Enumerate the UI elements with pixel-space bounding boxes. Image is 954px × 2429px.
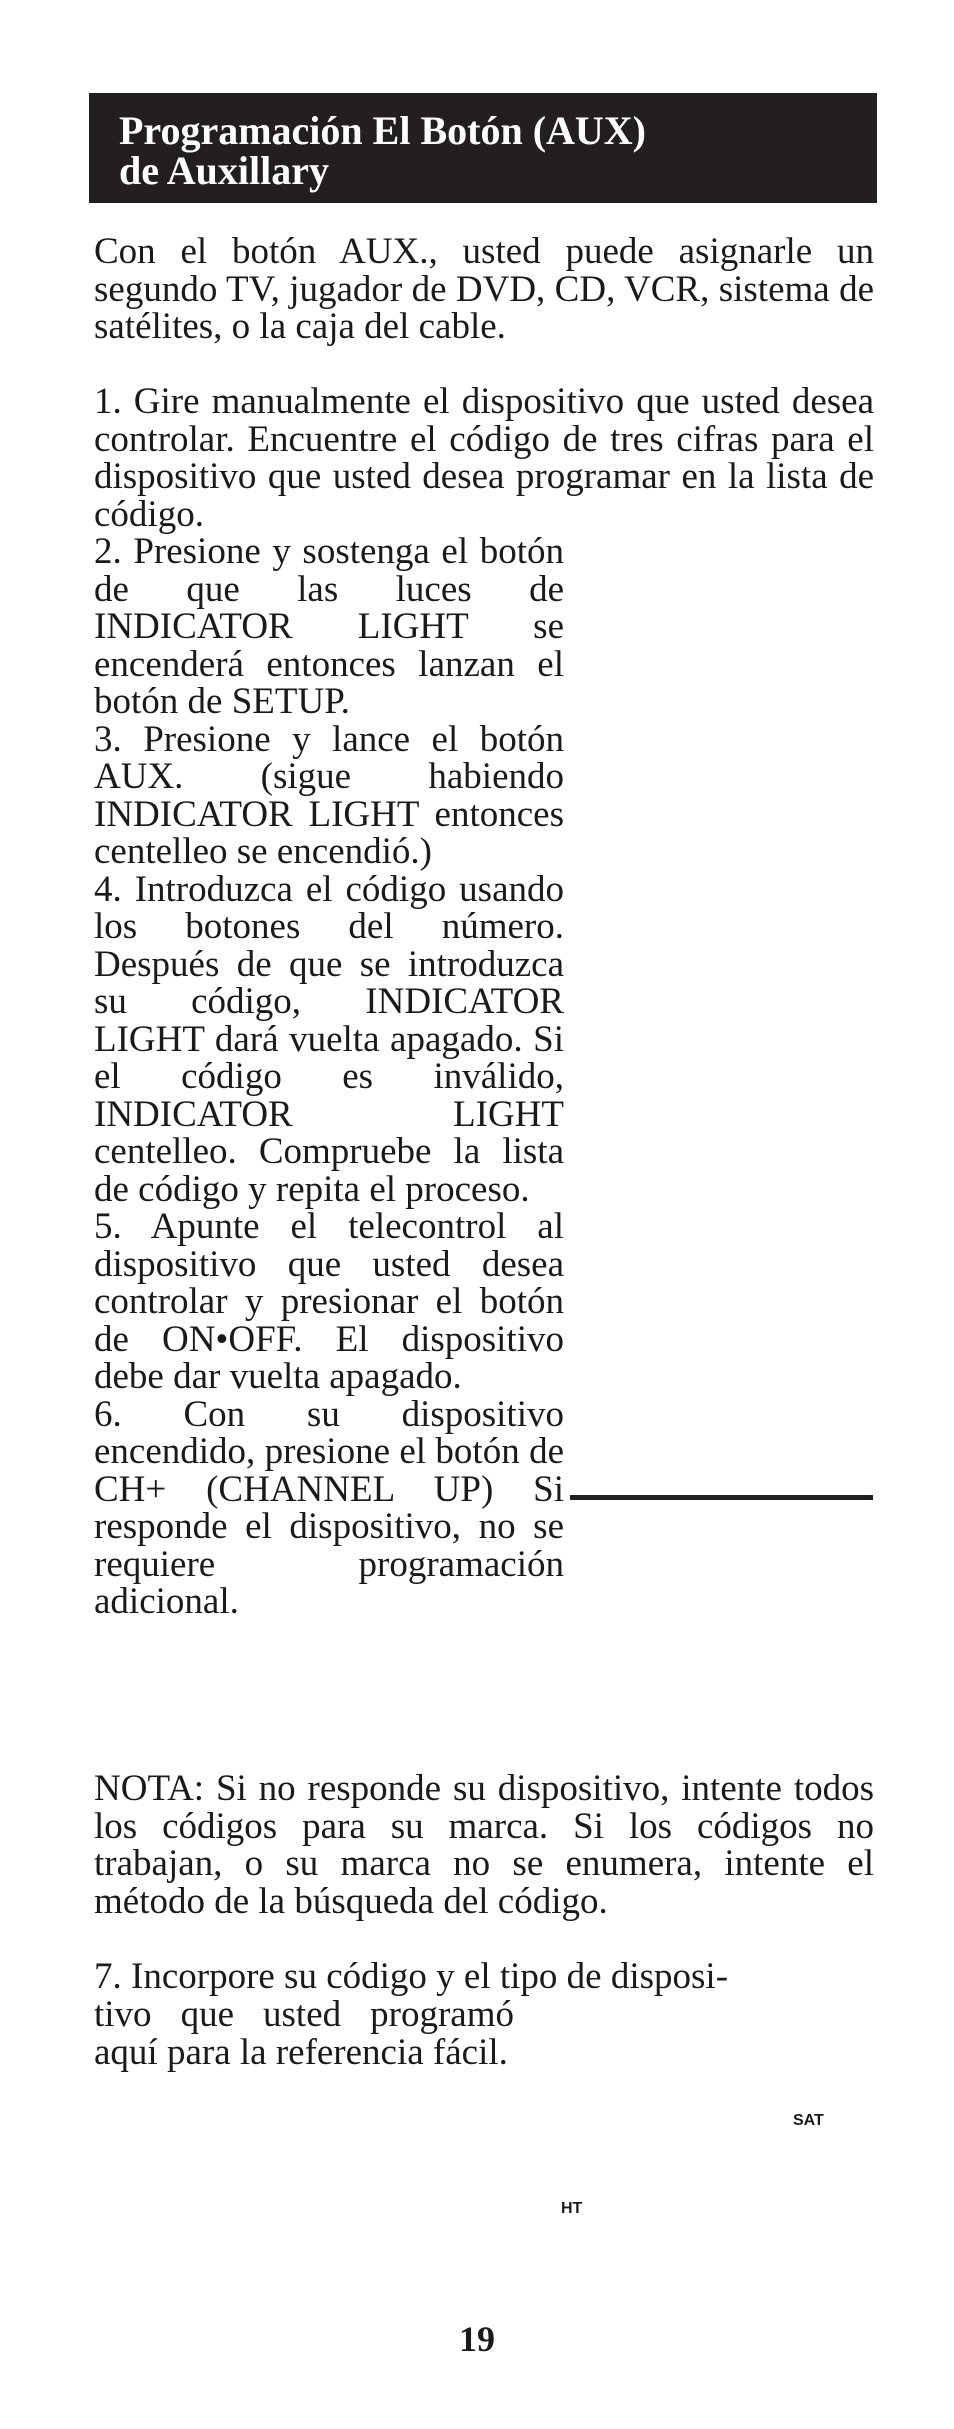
note-paragraph [94,1770,874,1920]
sat-label: SAT [793,2112,824,2129]
step-7-first-line: 7. Incorpore su código y el tipo de disposi- [94,1956,729,1997]
step-7-body [94,1996,514,2071]
page-number: 19 [459,2319,495,2359]
step-7-rest: tivo que usted programó aquí para la referencia fácil. [94,1994,514,2073]
step-4-text: 4. Introduzca el código usando los botones del número. Después de que se introduzca su código, INDICATOR LIGHT dará vuelta apagado. Si el código es inválido, INDICATOR LIGHT centelleo. Compruebe la lista de código y repita el proceso. [94,868,564,1210]
intro-paragraph [94,233,874,346]
step-1 [94,383,874,533]
section-title-line-1: Programación El Botón (AUX) [119,108,646,153]
steps-column [94,533,564,1621]
step-6-text: 6. Con su dispositivo encendido, presione el botón de CH+ (CHANNEL UP) Si responde el dispositivo, no se requiere programación adicional. [94,1393,564,1622]
write-in-line [570,1495,873,1500]
intro-text: Con el botón AUX., usted puede asignarle un segundo TV, jugador de DVD, CD, VCR, sistema de satélites, o la caja del cable. [94,231,874,347]
section-header [89,93,877,203]
ht-label: HT [561,2200,583,2217]
section-title-line-2: de Auxillary [119,148,330,193]
step-5-text: 5. Apunte el telecontrol al dispositivo que usted desea controlar y presionar el botón de ON•OFF. El dispositivo debe dar vuelta apagado. [94,1206,564,1397]
step-2-text: 2. Presione y sostenga el botón de que las luces de INDICATOR LIGHT se encenderá entonces lanzan el botón de SETUP. [94,531,564,722]
step-7-line-1 [94,1958,874,1996]
step-1-text: 1. Gire manualmente el dispositivo que usted desea controlar. Encuentre el código de tres cifras para el dispositivo que usted desea programar en la lista de código. [94,381,874,535]
note-text: NOTA: Si no responde su dispositivo, intente todos los códigos para su marca. Si los códigos no trabajan, o su marca no se enumera, intente el método de la búsqueda del código. [94,1768,874,1922]
step-3-text: 3. Presione y lance el botón AUX. (sigue habiendo INDICATOR LIGHT entonces centelleo se encendió.) [94,718,564,872]
